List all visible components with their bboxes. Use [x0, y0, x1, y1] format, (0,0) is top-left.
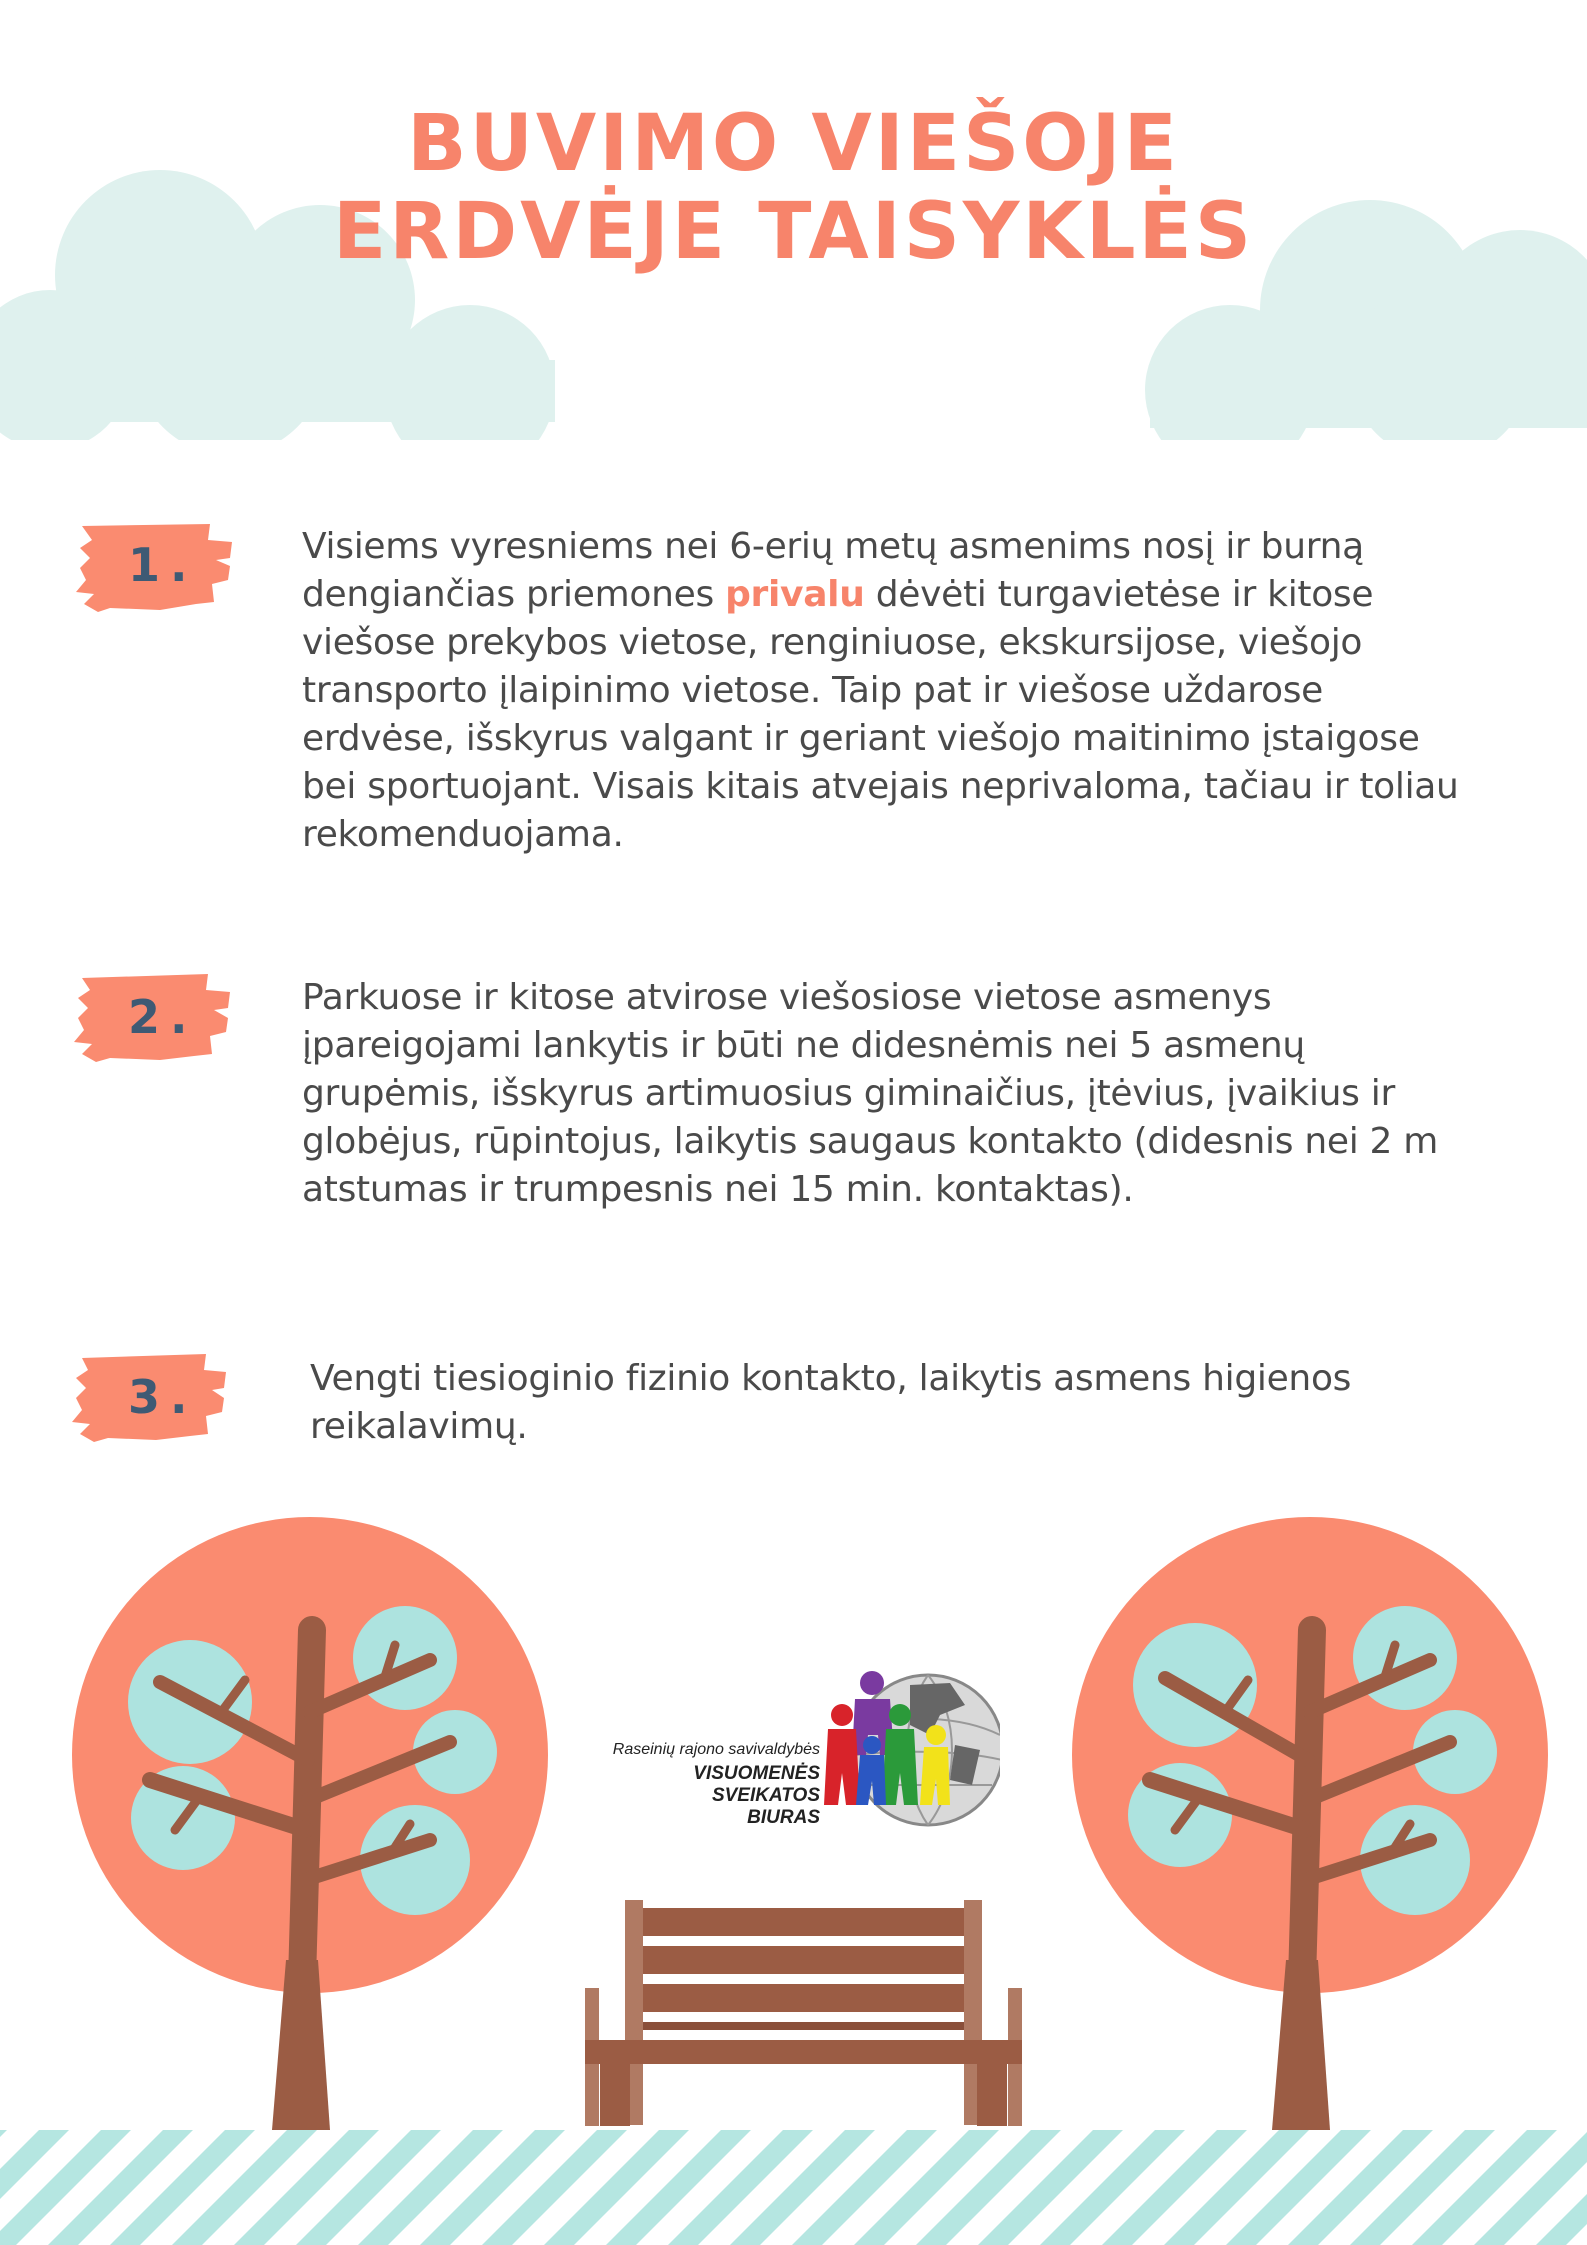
striped-ground	[0, 2130, 1587, 2245]
rule-number-2: 2.	[128, 990, 198, 1044]
number-badge-3	[0, 1348, 250, 1448]
tree-right-icon	[1072, 1517, 1548, 2130]
number-badge-2	[0, 968, 250, 1068]
bench-icon	[585, 1900, 1022, 2126]
logo-name-line-2: SVEIKATOS	[711, 1785, 820, 1806]
rule-number-1: 1.	[128, 538, 198, 592]
rule-1-highlight: privalu	[725, 574, 865, 615]
logo-name-line-3: BIURAS	[747, 1807, 820, 1828]
logo-name-line-1: VISUOMENĖS	[693, 1763, 820, 1784]
rule-text-3: Vengti tiesioginio fizinio kontakto, laikytis asmens higienos reikalavimų.	[310, 1358, 1352, 1447]
organization-logo	[610, 1655, 1000, 1835]
rule-text-1	[302, 523, 1482, 859]
title-line-2: ERDVĖJE TAISYKLĖS	[333, 187, 1254, 277]
rule-1-text-start: Visiems vyresniems nei 6-erių metų asmenims nosį ir burną dengiančias priemones	[302, 526, 1364, 615]
rule-number-3: 3.	[128, 1370, 198, 1424]
tree-left-icon	[72, 1517, 548, 2130]
park-illustration	[0, 1500, 1587, 2245]
number-badge-1	[0, 518, 250, 618]
title-line-1: BUVIMO VIEŠOJE	[407, 99, 1180, 189]
logo-subtitle: Raseinių rajono savivaldybės	[612, 1741, 820, 1758]
page-title	[0, 100, 1587, 276]
rule-1-text-end: dėvėti turgavietėse ir kitose viešose prekybos vietose, renginiuose, ekskursijose, viešojo transporto įlaipinimo vietose. Taip pat ir viešose uždarose erdvėse, išskyrus valgant ir geriant viešojo maitinimo įstaigose bei sportuojant. Visais kitais atvejais neprivaloma, tačiau ir toliau rekomenduojama.	[302, 574, 1459, 855]
rule-text-2: Parkuose ir kitose atvirose viešosiose vietose asmenys įpareigojami lankytis ir būti ne didesnėmis nei 5 asmenų grupėmis, išskyrus artimuosius giminaičius, įtėvius, įvaikius ir globėjus, rūpintojus, laikytis saugaus kontakto (didesnis nei 2 m atstumas ir trumpesnis nei 15 min. kontaktas).	[302, 977, 1439, 1210]
